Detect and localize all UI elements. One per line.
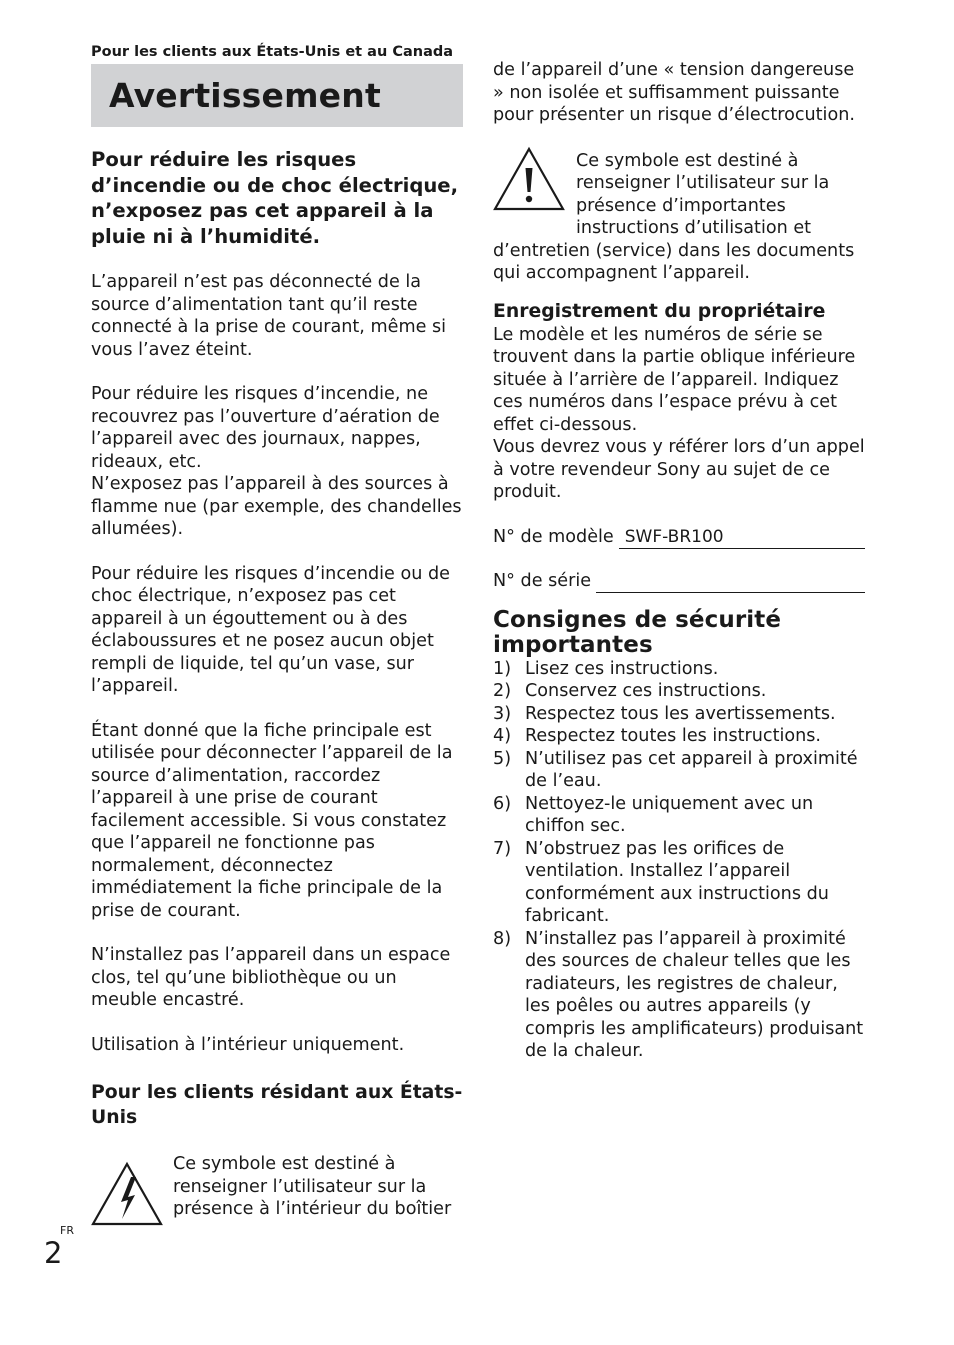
serial-number-line: [596, 570, 865, 593]
owner-record-paragraph: Le modèle et les numéros de série se trouvent dans la partie oblique inférieure située à l’arrière de l’appareil. Indiquez ces numéros dans l’espace prévu à cet effet ci-dessous.: [493, 324, 856, 435]
serial-number-field: [493, 570, 865, 593]
us-customers-heading: Pour les clients résidant aux États-Unis: [91, 1082, 463, 1128]
page-number: 2: [44, 1236, 63, 1270]
paragraph-enclosed-space: N’installez pas l’appareil dans un espace clos, tel qu’une bibliothèque ou un meuble encastré.: [91, 945, 451, 1010]
title-bar: [91, 64, 463, 127]
model-number-label: N° de modèle: [493, 527, 614, 547]
paragraph-indoor-use: Utilisation à l’intérieur uniquement.: [91, 1034, 405, 1055]
owner-record-reference: Vous devrez vous y référer lors d’un appel à votre revendeur Sony au sujet de ce produit.: [493, 437, 865, 502]
symbol-block-exclamation: [493, 150, 865, 240]
page-language: FR: [60, 1224, 74, 1237]
list-item: 5) N’utilisez pas cet appareil à proximité de l’eau.: [493, 748, 858, 791]
serial-number-label: N° de série: [493, 571, 592, 591]
symbol-exclamation-text: Ce symbole est destiné à renseigner l’utilisateur sur la présence d’importantes instructions d’utilisation et: [576, 150, 830, 238]
section-label: Pour les clients aux États-Unis et au Canada: [91, 44, 454, 60]
list-item: 4) Respectez toutes les instructions.: [493, 726, 822, 746]
paragraph-flame: N’exposez pas l’appareil à des sources à flamme nue (par exemple, des chandelles allumées).: [91, 474, 462, 539]
paragraph-disconnect: L’appareil n’est pas déconnecté de la source d’alimentation tant qu’il reste connecté à la prise de courant, même si vous l’avez éteint.: [91, 272, 447, 360]
owner-record-heading: Enregistrement du propriétaire: [493, 300, 826, 322]
list-item: 3) Respectez tous les avertissements.: [493, 703, 836, 724]
safety-instructions-heading: Consignes de sécurité importantes: [493, 606, 782, 658]
paragraph-mains-plug: Étant donné que la fiche principale est utilisée pour déconnecter l’appareil de la source d’alimentation, raccordez l’appareil à une prise de courant facilement accessible. Si vous constatez que l’appareil ne fonctionne pas normalement, déconnectez immédiatement la fiche principale de la prise de courant.: [91, 720, 453, 921]
model-number-field: [493, 526, 865, 549]
exclamation-warning-icon: [493, 146, 565, 212]
list-item: 1) Lisez ces instructions.: [493, 658, 719, 679]
right-column: [493, 59, 865, 1063]
list-item: 7) N’obstruez pas les orifices de ventilation. Installez l’appareil conformément aux instructions du fabricant.: [493, 838, 829, 926]
symbol-exclamation-text-continued: d’entretien (service) dans les documents qui accompagnent l’appareil.: [493, 240, 855, 283]
list-item: 8) N’installez pas l’appareil à proximité des sources de chaleur telles que les radiateurs, les registres de chaleur, les poêles ou autres appareils (y compris les amplificateurs) produisant de la chaleur.: [493, 928, 864, 1061]
symbol-lightning-text: Ce symbole est destiné à renseigner l’utilisateur sur la présence à l’intérieur du boîtier: [173, 1154, 452, 1219]
left-column: [91, 40, 463, 1228]
list-item: 2) Conservez ces instructions.: [493, 681, 767, 701]
list-item: 6) Nettoyez-le uniquement avec un chiffon sec.: [493, 793, 814, 836]
safety-instructions-list: [493, 658, 865, 1063]
symbol-block-lightning: [91, 1153, 463, 1228]
page-title: Avertissement: [109, 76, 381, 115]
model-number-line: [619, 526, 865, 549]
symbol-lightning-text-continued: de l’appareil d’une « tension dangereuse » non isolée et suffisamment puissante pour présenter un risque d’électrocution.: [493, 60, 855, 125]
warning-statement: Pour réduire les risques d’incendie ou de choc électrique, n’exposez pas cet appareil à la pluie ni à l’humidité.: [91, 148, 459, 248]
model-number-value: SWF-BR100: [624, 526, 724, 547]
lightning-warning-icon: [91, 1161, 163, 1227]
paragraph-liquid: Pour réduire les risques d’incendie ou de choc électrique, n’exposez pas cet appareil à un égouttement ou à des éclaboussures et ne posez aucun objet rempli de liquide, tel qu’un vase, sur l’appareil.: [91, 563, 450, 696]
paragraph-ventilation: Pour réduire les risques d’incendie, ne recouvrez pas l’ouverture d’aération de l’appareil avec des journaux, nappes, rideaux, etc.: [91, 384, 440, 472]
